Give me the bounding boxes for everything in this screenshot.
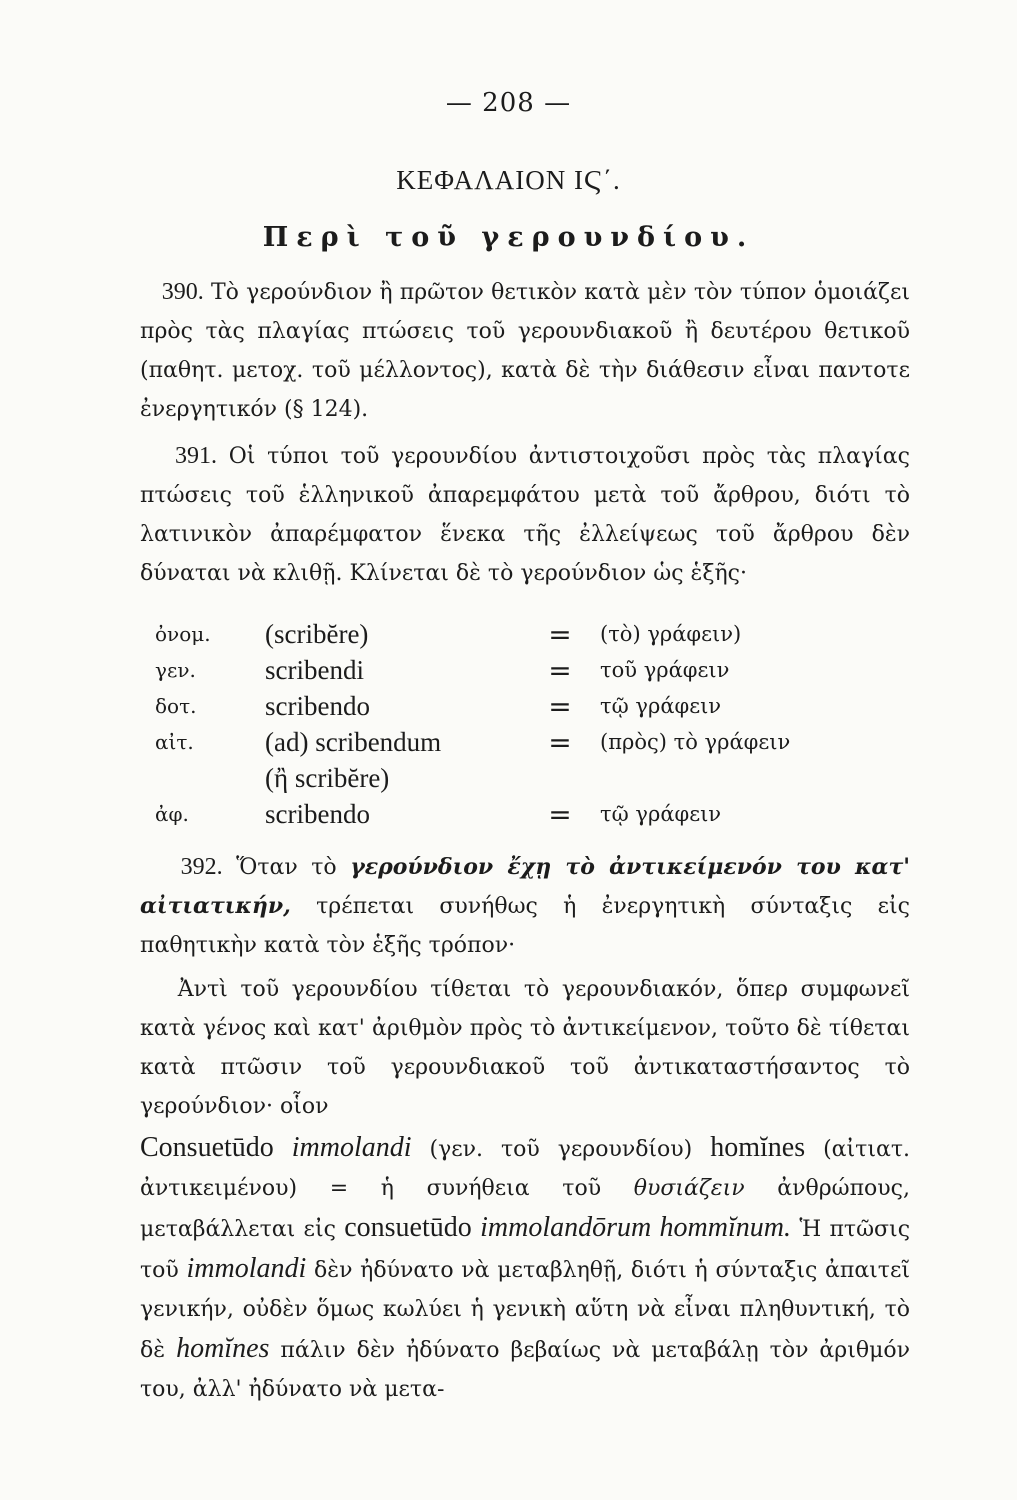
text: πάλιν δὲν ἠδύνατο βεβαίως νὰ μεταβάλῃ τὸν ἀριθμόν του, ἀλλ' ἠδύνατο νὰ μετα- bbox=[140, 1338, 911, 1402]
equals-sign: = bbox=[548, 725, 572, 759]
greek-form: τοῦ γράφειν bbox=[600, 658, 730, 682]
note: (γεν. τοῦ γερουνδίου) bbox=[429, 1137, 693, 1162]
latin-word: immolandi bbox=[186, 1253, 307, 1284]
chapter-subtitle: Περὶ τοῦ γερουνδίου. bbox=[262, 222, 755, 253]
latin-word: immolandōrum bbox=[480, 1212, 652, 1243]
chapter-title: ΚΕΦΑΛΑΙΟΝ ΙϚ΄. bbox=[396, 165, 621, 195]
equals-sign: = bbox=[548, 617, 572, 651]
greek-form: (πρὸς) τὸ γράφειν bbox=[600, 730, 791, 754]
latin-form: (scribĕre) bbox=[265, 618, 369, 649]
declension-row bbox=[155, 688, 895, 724]
latin-word: consuetūdo bbox=[344, 1212, 472, 1243]
latin-form: scribendo bbox=[265, 690, 370, 721]
greek-word: ἀνθρώπους, bbox=[777, 1176, 910, 1201]
latin-word: Consuetūdo bbox=[140, 1132, 274, 1163]
paragraph-number: 391. bbox=[175, 443, 218, 469]
paragraph-391 bbox=[140, 437, 910, 593]
declension-row bbox=[155, 652, 895, 688]
note: (αἰτιατ. ἀντικειμένου) = ἡ συνήθεια τοῦ bbox=[140, 1137, 910, 1201]
case-label: ὀνομ. bbox=[155, 622, 211, 646]
greek-form: τῷ γράφειν bbox=[600, 802, 722, 826]
latin-form: scribendi bbox=[265, 654, 364, 685]
case-label: ἀφ. bbox=[155, 802, 189, 826]
paragraph-393 bbox=[140, 970, 910, 1126]
declension-table bbox=[155, 616, 895, 832]
case-label bbox=[155, 760, 265, 796]
paragraph-text-c: τρέπεται συνήθως ἡ ἐνεργητικὴ σύνταξις εἰς παθητικὴν κατὰ τὸν ἑξῆς τρόπον· bbox=[140, 894, 910, 958]
greek-form bbox=[600, 760, 895, 796]
latin-form: (ἢ scribĕre) bbox=[265, 762, 390, 793]
declension-row bbox=[155, 760, 895, 796]
latin-word: hommĭnum. bbox=[659, 1212, 791, 1243]
text: μεταβάλλεται εἰς bbox=[140, 1217, 336, 1242]
equals-sign: = bbox=[548, 653, 572, 687]
declension-row bbox=[155, 616, 895, 652]
text: δὲν ἠδύνατο νὰ μεταβληθῇ, διότι ἡ σύνταξις ἀπαιτεῖ γενικήν, οὐδὲν ὅμως κωλύει ἡ γενικὴ αὕτη νὰ εἶναι πληθυντική, τὸ δὲ bbox=[140, 1258, 911, 1363]
greek-form: (τὸ) γράφειν) bbox=[600, 622, 742, 646]
case-label: αἰτ. bbox=[155, 730, 194, 754]
equals-sign: = bbox=[548, 689, 572, 723]
declension-row bbox=[155, 724, 895, 760]
latin-form: scribendo bbox=[265, 798, 370, 829]
paragraph-text: Οἱ τύποι τοῦ γερουνδίου ἀντιστοιχοῦσι πρὸς τὰς πλαγίας πτώσεις τοῦ ἑλληνικοῦ ἀπαρεμφάτου μετὰ τοῦ ἄρθρου, διότι τὸ λατινικὸν ἀπαρέμφατον ἕνεκα τῆς ἐλλείψεως τοῦ ἄρθρου δὲν δύναται νὰ κλιθῇ. Κλίνεται δὲ τὸ γερούνδιον ὡς ἑξῆς· bbox=[140, 444, 910, 586]
paragraph-text-emphasis: γερούνδιον ἔχῃ τὸ ἀντικείμενόν του κατ' αἰτιατικήν, bbox=[140, 854, 910, 919]
greek-form: τῷ γράφειν bbox=[600, 694, 722, 718]
paragraph-example bbox=[140, 1128, 910, 1409]
declension-row bbox=[155, 796, 895, 832]
latin-form: (ad) scribendum bbox=[265, 726, 442, 757]
latin-word: immolandi bbox=[291, 1132, 412, 1163]
paragraph-392 bbox=[140, 848, 910, 965]
equals-sign bbox=[520, 760, 600, 796]
page-number: — 208 — bbox=[445, 88, 572, 118]
paragraph-text: Τὸ γερούνδιον ἢ πρῶτον θετικὸν κατὰ μὲν τὸν τύπον ὁμοιάζει πρὸς τὰς πλαγίας πτώσεις τοῦ γερουνδιακοῦ ἢ δευτέρου θετικοῦ (παθητ. μετοχ. τοῦ μέλλοντος), κατὰ δὲ τὴν διάθεσιν εἶναι παντοτε ἐνεργητικόν (§ 124). bbox=[140, 280, 910, 422]
paragraph-text: Ἀντὶ τοῦ γερουνδίου τίθεται τὸ γερουνδιακόν, ὅπερ συμφωνεῖ κατὰ γένος καὶ κατ' ἀριθμὸν πρὸς τὸ ἀντικείμενον, τοῦτο δὲ τίθεται κατὰ πτῶσιν τοῦ γερουνδιακοῦ τοῦ ἀντικαταστήσαντος τὸ γερούνδιον· οἷον bbox=[140, 977, 910, 1119]
paragraph-number: 392. bbox=[180, 854, 223, 880]
equals-sign: = bbox=[548, 797, 572, 831]
text: Ἡ πτῶσις τοῦ bbox=[140, 1217, 911, 1283]
case-label: δοτ. bbox=[155, 694, 197, 718]
paragraph-text-a: Ὅταν τὸ bbox=[236, 855, 337, 880]
paragraph-390 bbox=[140, 273, 910, 429]
latin-word: homĭnes bbox=[176, 1333, 270, 1364]
case-label: γεν. bbox=[155, 658, 196, 682]
paragraph-number: 390. bbox=[161, 279, 204, 305]
greek-word: θυσιάζειν bbox=[633, 1176, 745, 1201]
latin-word: homĭnes bbox=[710, 1132, 806, 1163]
